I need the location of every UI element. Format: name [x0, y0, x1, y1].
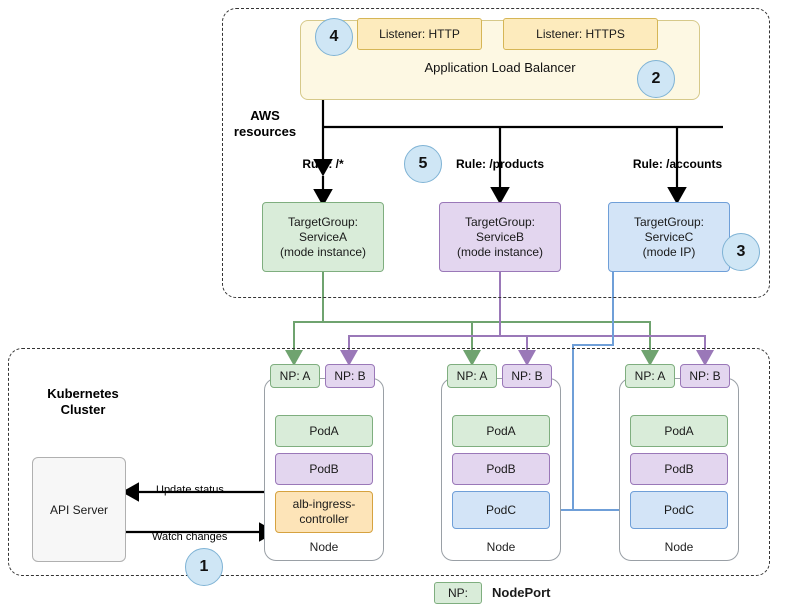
listener-https-label: Listener: HTTPS [536, 26, 625, 41]
target-group-service-c-line3: (mode IP) [642, 244, 696, 259]
api-server[interactable] [32, 457, 126, 562]
legend-nodeport-chip-label: NP: [447, 586, 468, 600]
node-1-pod-a-label: PodA [309, 423, 339, 438]
node-2-nodeport-b-label: NP: B [511, 368, 543, 383]
aws-resources-label-line1: AWS [250, 108, 280, 123]
node-1-label: Node [309, 540, 339, 554]
node-1-nodeport-b[interactable] [325, 364, 375, 388]
node-1-nodeport-b-label: NP: B [334, 368, 366, 383]
rule-products-label: Rule: /products [455, 157, 544, 171]
update-status-label: Update status [156, 484, 224, 496]
node-2-label: Node [486, 540, 516, 554]
target-group-service-b-line1: TargetGroup: [464, 214, 536, 229]
node-3-nodeport-a[interactable] [625, 364, 675, 388]
node-2-pod-c-label: PodC [485, 502, 517, 517]
node-3-pod-b[interactable] [630, 453, 728, 485]
node-1-alb-ingress-controller[interactable] [275, 491, 373, 533]
node-2-pod-b[interactable] [452, 453, 550, 485]
node-1-alb-ingress-controller-label: alb-ingress-controller [292, 497, 356, 526]
node-3-nodeport-b-label: NP: B [689, 368, 721, 383]
kubernetes-cluster-label [28, 386, 138, 418]
step-badge-1-number: 1 [199, 558, 209, 575]
kubernetes-cluster-label-line2: Cluster [60, 402, 106, 417]
rule-accounts-label: Rule: /accounts [632, 157, 723, 171]
node-1-pod-a[interactable] [275, 415, 373, 447]
target-group-service-c-line1: TargetGroup: [633, 214, 705, 229]
node-2-pod-c[interactable] [452, 491, 550, 529]
kubernetes-cluster-label-line1: Kubernetes [47, 386, 119, 401]
target-group-service-b-line3: (mode instance) [456, 244, 544, 259]
step-badge-3-number: 3 [736, 243, 746, 260]
target-group-service-a[interactable] [262, 202, 384, 272]
step-badge-2-number: 2 [651, 70, 661, 87]
node-3-pod-b-label: PodB [664, 461, 694, 476]
node-2-nodeport-b[interactable] [502, 364, 552, 388]
target-group-service-a-line1: TargetGroup: [287, 214, 359, 229]
target-group-service-b[interactable] [439, 202, 561, 272]
target-group-service-c[interactable] [608, 202, 730, 272]
step-badge-4-number: 4 [329, 28, 339, 45]
node-1-nodeport-a[interactable] [270, 364, 320, 388]
node-1-pod-b-label: PodB [309, 461, 339, 476]
api-server-label: API Server [49, 502, 109, 517]
aws-resources-label [215, 108, 315, 140]
target-group-service-b-line2: ServiceB [475, 229, 525, 244]
target-group-service-a-line3: (mode instance) [279, 244, 367, 259]
target-group-service-a-line2: ServiceA [298, 229, 348, 244]
node-3-pod-a[interactable] [630, 415, 728, 447]
step-badge-5 [404, 145, 442, 183]
node-2-pod-a-label: PodA [486, 423, 516, 438]
node-1-pod-b[interactable] [275, 453, 373, 485]
step-badge-4 [315, 18, 353, 56]
step-badge-3 [722, 233, 760, 271]
node-3-pod-c[interactable] [630, 491, 728, 529]
listener-http[interactable] [357, 18, 482, 50]
aws-resources-label-line2: resources [233, 124, 297, 139]
alb-title: Application Load Balancer [424, 60, 576, 75]
legend-nodeport-text: NodePort [492, 585, 551, 600]
rule-default-label: Rule: /* [302, 157, 344, 171]
listener-https[interactable] [503, 18, 658, 50]
step-badge-2 [637, 60, 675, 98]
node-2-nodeport-a-label: NP: A [456, 368, 488, 383]
node-3-nodeport-a-label: NP: A [634, 368, 666, 383]
target-group-service-c-line2: ServiceC [644, 229, 694, 244]
step-badge-5-number: 5 [418, 155, 428, 172]
listener-http-label: Listener: HTTP [379, 26, 460, 41]
node-2-pod-a[interactable] [452, 415, 550, 447]
node-2-pod-b-label: PodB [486, 461, 516, 476]
node-3-label: Node [664, 540, 694, 554]
node-2-nodeport-a[interactable] [447, 364, 497, 388]
node-3-nodeport-b[interactable] [680, 364, 730, 388]
legend-nodeport-chip [434, 582, 482, 604]
step-badge-1 [185, 548, 223, 586]
watch-changes-label: Watch changes [152, 531, 228, 543]
node-3-pod-c-label: PodC [663, 502, 695, 517]
node-3-pod-a-label: PodA [664, 423, 694, 438]
node-1-nodeport-a-label: NP: A [279, 368, 311, 383]
